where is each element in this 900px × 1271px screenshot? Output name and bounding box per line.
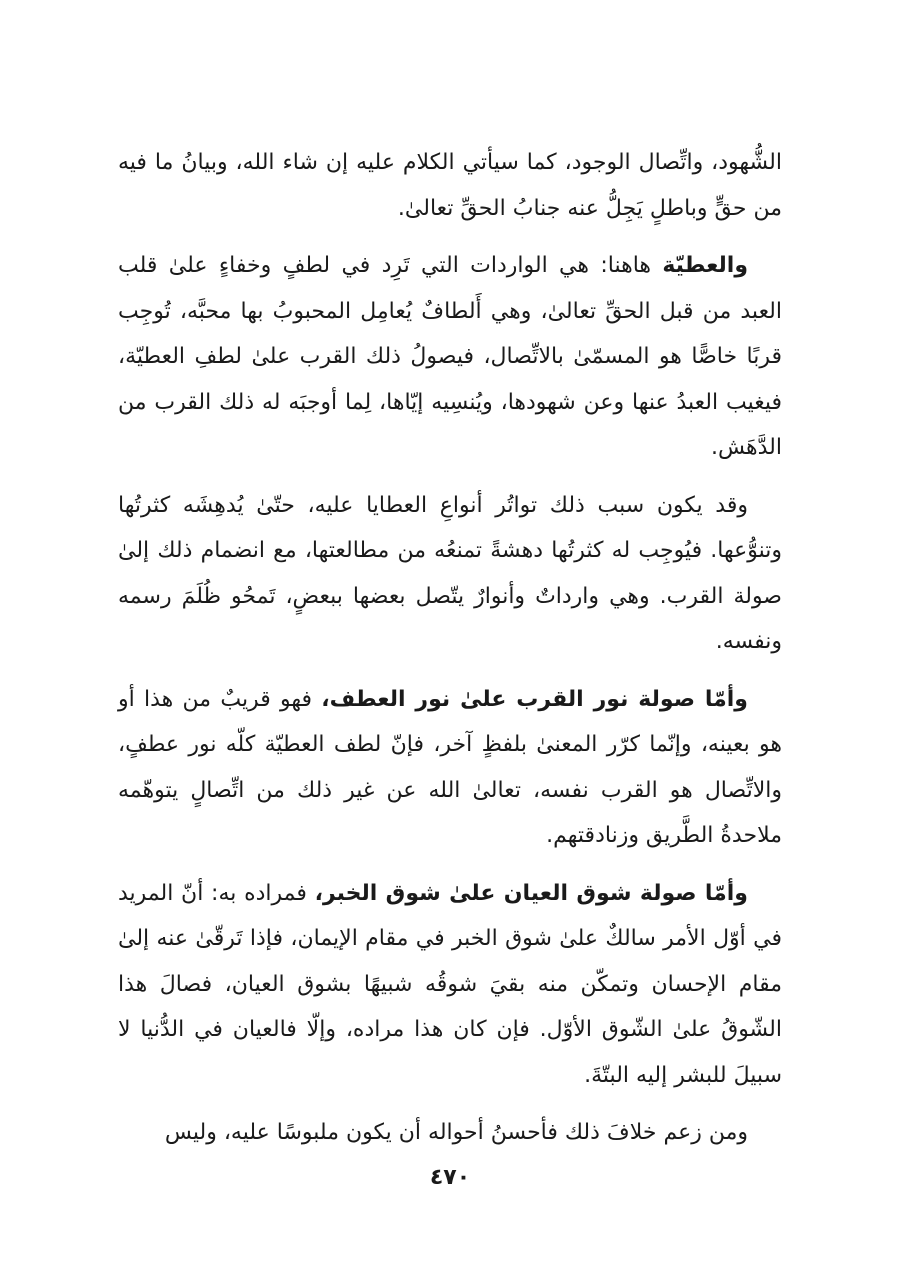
paragraph-5-text: فمراده به: أنّ المريد في أوّل الأمر سالكٌ علىٰ شوق الخبر في مقام الإيمان، فإذا تَرقّىٰ عنه إلىٰ مقام الإحسان وتمكّن منه بقيَ شوقُه شبيهًا بشوق العيان، فصالَ هذا الشّوقُ علىٰ الشّوق الأوّل. فإن كان هذا مراده، وإلّا فالعيان في الدُّنيا لا سبيلَ للبشر إليه البتّةَ.	[118, 880, 782, 1088]
paragraph-2-text: هاهنا: هي الواردات التي تَرِد في لطفٍ وخفاءٍ علىٰ قلب العبد من قبل الحقِّ تعالىٰ، وهي أَلطافٌ يُعامِل المحبوبُ بها محبَّه، تُوجِب قربًا خاصًّا هو المسمّىٰ بالاتِّصال، فيصولُ ذلك القرب علىٰ لطفِ العطيّة، فيغيب العبدُ عنها وعن شهودها، ويُنسِيه إيّاها، لِما أوجبَه له ذلك القرب من الدَّهَش.	[118, 253, 782, 460]
paragraph-3-text: وقد يكون سبب ذلك تواتُر أنواعِ العطايا عليه، حتّىٰ يُدهِشَه كثرتُها وتنوُّعها. فيُوجِب له كثرتُها دهشةً تمنعُه من مطالعتها، مع انضمام ذلك إلىٰ صولة القرب. وهي وارداتٌ وأنوارٌ يتّصل بعضها ببعضٍ، تَمحُو ظُلَمَ رسمه ونفسه.	[118, 492, 782, 654]
main-text	[118, 140, 782, 1168]
paragraph-4-text: فهو قريبٌ من هذا أو هو بعينه، وإنّما كرّر المعنىٰ بلفظٍ آخر، فإنّ لطف العطيّة كلّه نور عطفٍ، والاتِّصال هو القرب نفسه، تعالىٰ الله عن غير ذلك من اتِّصالٍ يتوهّمه ملاحدةُ الطَّريق وزنادقتهم.	[118, 686, 782, 848]
paragraph-1-text: الشُّهود، واتِّصال الوجود، كما سيأتي الكلام عليه إن شاء الله، وبيانُ ما فيه من حقٍّ وباطلٍ يَجِلُّ عنه جنابُ الحقِّ تعالىٰ.	[118, 150, 782, 221]
paragraph-6	[118, 1110, 782, 1156]
paragraph-2-term: والعطيّة	[662, 253, 748, 278]
paragraph-3	[118, 483, 782, 665]
paragraph-4-term: وأمّا صولة نور القرب علىٰ نور العطف،	[321, 686, 748, 712]
paragraph-5	[118, 871, 782, 1099]
page-number: ٤٧٠	[429, 1165, 471, 1190]
paragraph-5-term: وأمّا صولة شوق العيان علىٰ شوق الخبر،	[314, 880, 748, 906]
paragraph-1	[118, 140, 782, 231]
paragraph-6-text: ومن زعم خلافَ ذلك فأحسنُ أحواله أن يكون ملبوسًا عليه، وليس	[164, 1120, 748, 1145]
paragraph-4	[118, 677, 782, 859]
paragraph-2	[118, 243, 782, 471]
